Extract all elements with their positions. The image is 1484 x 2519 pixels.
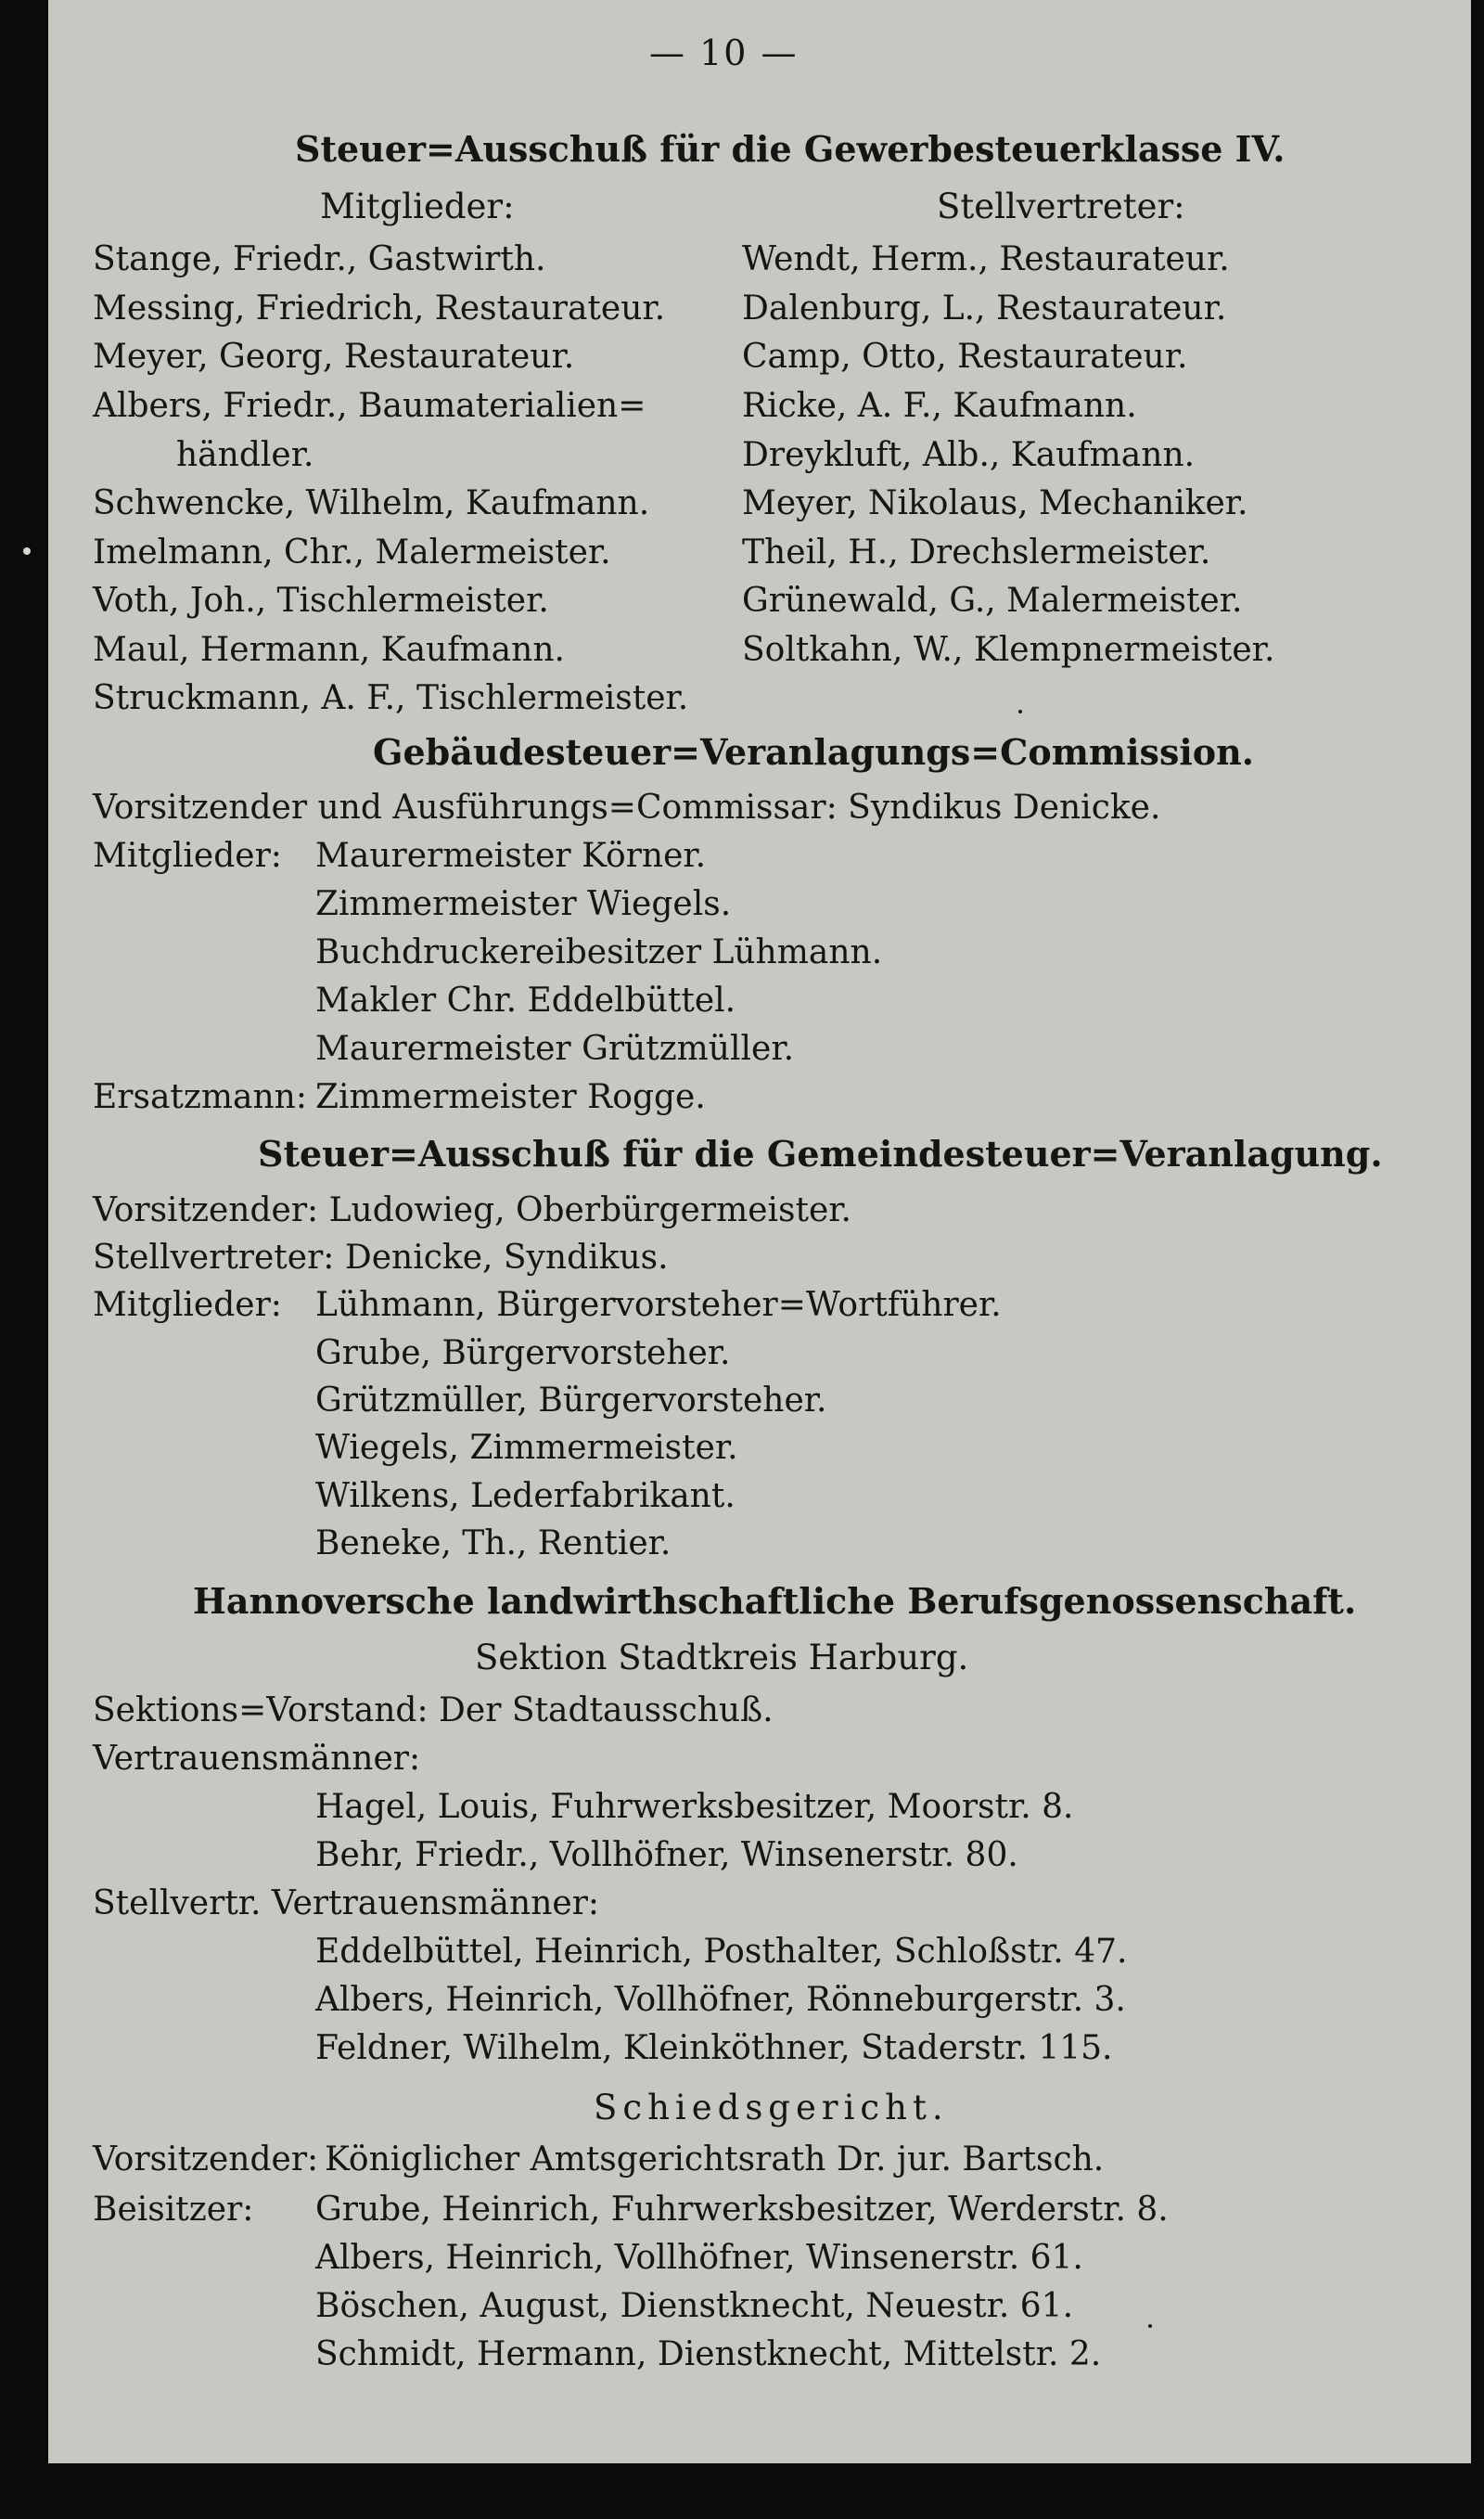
member-entry: Beneke, Th., Rentier.	[315, 1524, 672, 1562]
substitute-label: Ersatzmann:	[93, 1078, 307, 1116]
scan-speck	[1148, 2324, 1152, 2328]
deputy-trustee-entry: Feldner, Wilhelm, Kleinköthner, Staderstr. 115.	[315, 2029, 1113, 2067]
member-entry: Buchdruckereibesitzer Lühmann.	[315, 933, 883, 971]
section1-heading: Steuer=Ausschuß für die Gewerbesteuerklasse IV.	[295, 128, 1286, 170]
member-entry: Maurermeister Grützmüller.	[315, 1030, 795, 1068]
members-column-header: Mitglieder:	[320, 186, 515, 226]
trustees-label: Vertrauensmänner:	[93, 1740, 421, 1778]
deputy-trustee-entry: Albers, Heinrich, Vollhöfner, Rönneburgerstr. 3.	[315, 1981, 1126, 2019]
member-entry: Albers, Friedr., Baumaterialien=	[93, 387, 646, 425]
deputy-entry: Meyer, Nikolaus, Mechaniker.	[742, 484, 1248, 522]
section3-heading: Steuer=Ausschuß für die Gemeindesteuer=Veranlagung.	[258, 1133, 1383, 1175]
assessors-label: Beisitzer:	[93, 2191, 254, 2229]
trustee-entry: Behr, Friedr., Vollhöfner, Winsenerstr. 80.	[315, 1836, 1018, 1874]
scan-border-left	[0, 0, 48, 2519]
assessor-entry: Schmidt, Hermann, Dienstknecht, Mittelstr. 2.	[315, 2335, 1102, 2373]
assessor-entry: Albers, Heinrich, Vollhöfner, Winsenerstr. 61.	[315, 2239, 1083, 2277]
deputy-entry: Grünewald, G., Malermeister.	[742, 582, 1243, 620]
chair-label: Vorsitzender:	[93, 2140, 319, 2178]
member-entry: Maul, Hermann, Kaufmann.	[93, 631, 565, 669]
deputy-entry: Wendt, Herm., Restaurateur.	[742, 240, 1230, 278]
member-entry: Meyer, Georg, Restaurateur.	[93, 338, 575, 376]
section5-heading: Schiedsgericht.	[594, 2088, 949, 2127]
member-entry: Schwencke, Wilhelm, Kaufmann.	[93, 484, 650, 522]
member-entry: Grützmüller, Bürgervorsteher.	[315, 1382, 827, 1420]
deputy-trustees-label: Stellvertr. Vertrauensmänner:	[93, 1884, 600, 1922]
member-entry-continuation: händler.	[176, 436, 314, 474]
deputy-trustee-entry: Eddelbüttel, Heinrich, Posthalter, Schloßstr. 47.	[315, 1933, 1128, 1971]
member-entry: Wilkens, Lederfabrikant.	[315, 1477, 736, 1515]
deputies-column-header: Stellvertreter:	[937, 186, 1185, 226]
members-label: Mitglieder:	[93, 1286, 282, 1324]
member-entry: Wiegels, Zimmermeister.	[315, 1429, 738, 1467]
member-entry: Grube, Bürgervorsteher.	[315, 1334, 731, 1372]
deputy-entry: Soltkahn, W., Klempnermeister.	[742, 631, 1275, 669]
section4-heading: Hannoversche landwirthschaftliche Berufsgenossenschaft.	[193, 1580, 1357, 1622]
deputy-line: Stellvertreter: Denicke, Syndikus.	[93, 1239, 669, 1277]
member-entry: Maurermeister Körner.	[315, 837, 707, 875]
page-number: — 10 —	[649, 32, 799, 73]
section2-heading: Gebäudesteuer=Veranlagungs=Commission.	[373, 731, 1254, 773]
deputy-entry: Dreykluft, Alb., Kaufmann.	[742, 436, 1196, 474]
board-line: Sektions=Vorstand: Der Stadtausschuß.	[93, 1691, 774, 1729]
deputy-entry: Camp, Otto, Restaurateur.	[742, 338, 1188, 376]
member-entry: Stange, Friedr., Gastwirth.	[93, 240, 546, 278]
assessor-entry: Böschen, August, Dienstknecht, Neuestr. 61.	[315, 2287, 1074, 2325]
deputy-entry: Ricke, A. F., Kaufmann.	[742, 387, 1137, 425]
member-entry: Struckmann, A. F., Tischlermeister.	[93, 679, 689, 717]
chair-line: Vorsitzender: Ludowieg, Oberbürgermeister.	[93, 1191, 851, 1229]
chair-entry: Königlicher Amtsgerichtsrath Dr. jur. Bartsch.	[325, 2140, 1105, 2178]
substitute-entry: Zimmermeister Rogge.	[315, 1078, 706, 1116]
deputy-entry: Dalenburg, L., Restaurateur.	[742, 289, 1227, 328]
member-entry: Makler Chr. Eddelbüttel.	[315, 982, 736, 1020]
scan-border-right	[1471, 0, 1484, 2519]
member-entry: Voth, Joh., Tischlermeister.	[93, 582, 549, 620]
member-entry: Lühmann, Bürgervorsteher=Wortführer.	[315, 1286, 1002, 1324]
member-entry: Zimmermeister Wiegels.	[315, 885, 732, 923]
member-entry: Messing, Friedrich, Restaurateur.	[93, 289, 666, 328]
scan-border-bottom	[0, 2463, 1484, 2519]
trustee-entry: Hagel, Louis, Fuhrwerksbesitzer, Moorstr. 8.	[315, 1788, 1074, 1826]
scan-speck	[23, 547, 31, 555]
assessor-entry: Grube, Heinrich, Fuhrwerksbesitzer, Werderstr. 8.	[315, 2191, 1169, 2229]
scan-speck	[1018, 710, 1022, 713]
deputy-entry: Theil, H., Drechslermeister.	[742, 533, 1211, 572]
section4-subheading: Sektion Stadtkreis Harburg.	[475, 1638, 969, 1677]
chair-line: Vorsitzender und Ausführungs=Commissar: Syndikus Denicke.	[93, 789, 1161, 827]
member-entry: Imelmann, Chr., Malermeister.	[93, 533, 611, 572]
members-label: Mitglieder:	[93, 837, 282, 875]
